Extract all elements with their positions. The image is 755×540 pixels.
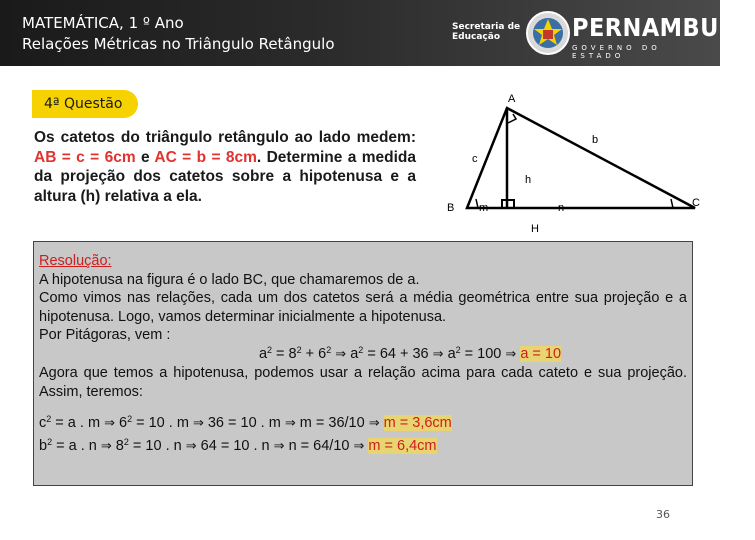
implies-icon: ⇒ [100,439,112,454]
implies-icon: ⇒ [284,416,296,431]
header-bar [0,0,755,66]
question-tag: 4ª Questão [32,90,138,118]
resolution-p2: Como vimos nas relações, cada um dos catetos será a média geométrica entre sua projeção e a hipotenusa. Logo, vamos determinar inicialmente a hipotenusa. [39,290,687,325]
course-title: MATEMÁTICA, 1 º Ano [22,14,184,32]
label-height: h [525,174,532,186]
question-and: e [135,148,155,166]
label-projection-m: m [479,202,489,214]
implies-icon: ⇒ [368,416,380,431]
right-triangle-figure [440,86,720,242]
calc-line-1 [39,412,687,435]
calc2-b: = a . n [52,438,101,454]
implies-icon: ⇒ [432,346,444,362]
implies-icon: ⇒ [353,439,365,454]
calc1-b: = a . m [51,415,105,431]
resolution-box [33,241,693,486]
vertex-a-right-angle [508,114,516,123]
projection-m-result: m = 3,6cm [383,415,452,431]
question-part2: . Determine a medida da projeção dos catetos sobre a hipotenusa e a altura (h) relativa a ela. [34,148,416,205]
label-side-c: c [472,153,478,165]
pyth-a: a [258,345,268,362]
sq: 2 [127,414,133,424]
brand-name: PERNAMBUCO [572,13,755,42]
question-ab: AB = c = 6cm [34,148,136,166]
label-projection-n: n [558,202,565,214]
pyth-eq2-a: a [346,345,359,362]
pyth-eq3-rest: = 100 [460,345,506,362]
state-seal-icon [525,10,571,56]
secretaria-line1: Secretaria de [452,22,521,32]
label-vertex-c: C [692,197,700,209]
resolution-p1: A hipotenusa na figura é o lado BC, que chamaremos de a. [39,271,420,288]
label-side-b: b [592,134,599,146]
sq: 2 [455,344,461,355]
label-foot-h: H [531,223,539,235]
pythagoras-line [133,345,687,365]
calc1-a: c [39,415,47,431]
sq: 2 [296,344,302,355]
label-vertex-b: B [447,202,455,214]
calc1-f: m = 36/10 [295,415,369,431]
government-logo [452,8,755,60]
question-part1: Os catetos do triângulo retângulo ao lado medem: [34,129,416,146]
resolution-p3: Por Pitágoras, vem : [39,327,171,343]
calc2-c: 8 [111,438,124,454]
calc1-c: 6 [114,415,128,431]
implies-icon: ⇒ [185,439,197,454]
slide-number: 36 [656,508,670,521]
implies-icon: ⇒ [505,346,517,362]
calc2-d: = 10 . n [128,438,186,454]
calc1-e: 36 = 10 . m [203,415,285,431]
angle-b-mark [476,199,478,208]
triangle-shape [467,108,695,208]
resolution-p4: Agora que temos a hipotenusa, podemos usar a relação acima para cada cateto e sua projeção. Assim, teremos: [39,365,687,400]
sq: 2 [123,437,129,447]
projection-n-result: m = 6,4cm [368,438,437,454]
pyth-eq1-end: + 6 [301,345,327,362]
sq: 2 [46,414,52,424]
implies-icon: ⇒ [335,346,347,362]
lesson-subtitle: Relações Métricas no Triângulo Retângulo [22,35,335,53]
sq: 2 [326,344,332,355]
calculations [39,412,687,458]
resolution-title: Resolução: [39,253,112,269]
calc1-d: = 10 . m [132,415,193,431]
implies-icon: ⇒ [273,439,285,454]
sq: 2 [267,344,273,355]
question-ac: AC = b = 8cm [154,148,257,166]
sq: 2 [47,437,53,447]
angle-c-mark [671,199,673,208]
calc2-f: n = 64/10 [284,438,354,454]
pyth-eq3-a: a [443,345,456,362]
implies-icon: ⇒ [192,416,204,431]
calc2-e: 64 = 10 . n [196,438,274,454]
brand-subtitle: GOVERNO DO ESTADO [572,44,661,60]
hypotenuse-result: a = 10 [520,345,562,362]
secretaria-label [452,22,520,42]
question-text [34,128,416,206]
secretaria-line2: Educação [452,32,500,42]
sq: 2 [358,344,364,355]
pyth-eq2-rest: = 64 + 36 [363,345,433,362]
pyth-eq1-mid: = 8 [272,345,297,362]
calc2-a: b [39,438,48,454]
implies-icon: ⇒ [104,416,115,431]
label-vertex-a: A [508,93,516,105]
calc-line-2 [39,435,687,458]
